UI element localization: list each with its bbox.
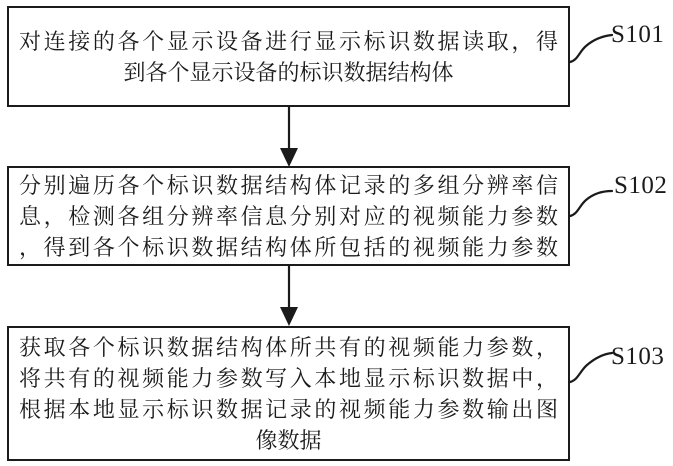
step-s102-text-line-3: ，得到各个标识数据结构体所包括的视频能力参数 <box>19 234 558 260</box>
arrow-head <box>280 148 298 167</box>
step-label-s103: S103 <box>611 343 665 370</box>
reference-connector-s102 <box>566 187 614 221</box>
connector-curve <box>570 353 612 382</box>
flow-step-box-s101 <box>7 6 570 107</box>
arrow-head <box>280 307 298 326</box>
flow-step-box-s102 <box>7 166 570 266</box>
step-label-s102: S102 <box>614 172 668 199</box>
step-s102-text-line-1: 分别遍历各个标识数据结构体记录的多组分辨率信 <box>19 172 558 198</box>
step-s102-text-line-2: 息，检测各组分辨率信息分别对应的视频能力参数 <box>19 203 558 229</box>
connector-curve <box>570 35 612 62</box>
reference-connector-s101 <box>566 31 614 65</box>
step-s101-text-line-2: 到各个显示设备的标识数据结构体 <box>123 59 454 85</box>
step-s103-text-line-3: 根据本地显示标识数据记录的视频能力参数输出图 <box>19 396 558 422</box>
connector-curve <box>570 191 612 216</box>
arrow-down-s102-to-s103 <box>278 265 300 327</box>
flow-step-box-s103 <box>7 326 570 461</box>
step-s103-text-line-2: 将共有的视频能力参数写入本地显示标识数据中， <box>19 365 558 391</box>
step-s103-text-line-4: 像数据 <box>255 427 322 453</box>
step-s101-text-line-1: 对连接的各个显示设备进行显示标识数据读取，得 <box>19 28 558 54</box>
step-s103-text-line-1: 获取各个标识数据结构体所共有的视频能力参数， <box>19 334 558 360</box>
step-label-s101: S101 <box>611 21 665 48</box>
arrow-down-s101-to-s102 <box>278 106 300 168</box>
reference-connector-s103 <box>566 349 614 385</box>
